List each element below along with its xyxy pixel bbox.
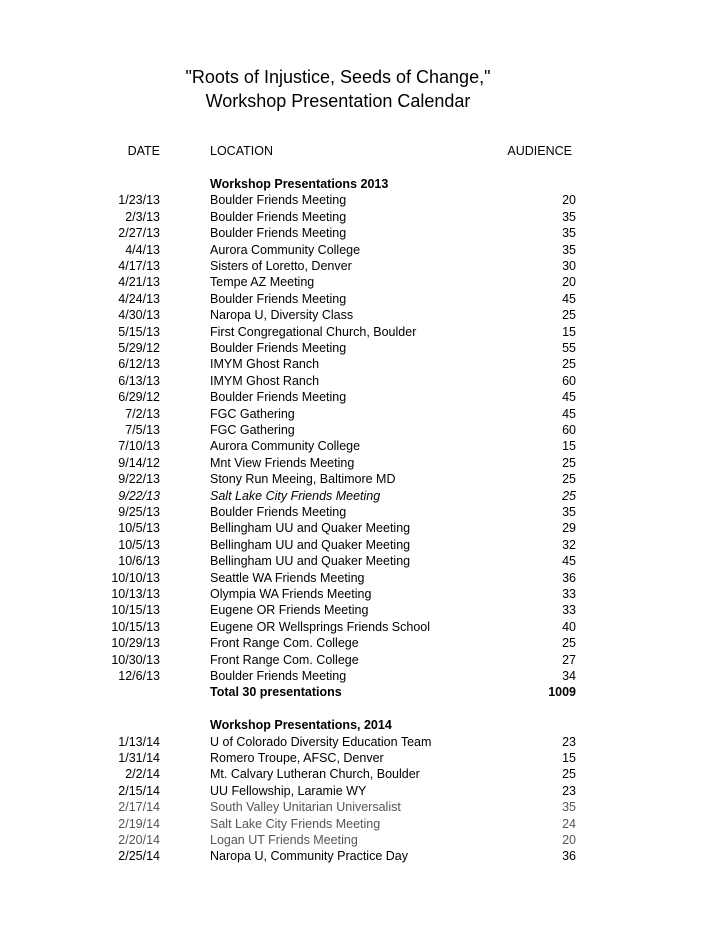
row-audience: 25 [562,357,576,372]
row-location: Sisters of Loretto, Denver [210,259,352,273]
row-audience: 40 [562,619,576,634]
row-audience: 20 [562,275,576,290]
column-header-location: LOCATION [210,144,273,158]
column-header-date: DATE [127,144,160,158]
table-row [0,766,720,782]
row-date: 5/15/13 [118,324,160,339]
row-date: 10/29/13 [111,636,160,651]
row-audience: 30 [562,259,576,273]
table-row [0,832,720,848]
row-audience: 32 [562,537,576,552]
row-location: IMYM Ghost Ranch [210,357,320,372]
row-location: IMYM Ghost Ranch [210,373,320,388]
row-location: FGC Gathering [210,406,295,421]
table-row [0,274,720,290]
row-location: U of Colorado Diversity Education Team [210,734,432,749]
table-row [0,422,720,438]
table-row [0,701,720,717]
row-date: 9/22/13 [118,472,160,487]
row-date: 2/17/14 [118,800,160,815]
table-row [0,406,720,422]
table-row [0,520,720,536]
title-line-1: "Roots of Injustice, Seeds of Change," [185,67,491,87]
row-date: 2/25/14 [118,849,160,864]
row-audience: 25 [562,767,576,782]
row-date: 7/10/13 [118,439,160,454]
table-row [0,619,720,635]
row-audience: 25 [562,488,576,503]
row-location: Mt. Calvary Lutheran Church, Boulder [210,767,420,782]
row-audience: 25 [562,455,576,470]
row-audience: 25 [562,472,576,487]
table-row [0,356,720,372]
row-location: Workshop Presentations, 2014 [210,718,392,733]
table-row [0,848,720,864]
row-audience: 45 [562,554,576,569]
row-date: 6/29/12 [118,390,160,405]
row-audience: 35 [562,226,576,241]
row-location: First Congregational Church, Boulder [210,324,417,339]
row-location: Boulder Friends Meeting [210,209,347,224]
row-location: Salt Lake City Friends Meeting [210,488,381,503]
row-location: Logan UT Friends Meeting [210,833,358,847]
row-location: Boulder Friends Meeting [210,291,347,306]
row-location: Workshop Presentations 2013 [210,177,389,191]
row-audience: 35 [562,800,576,815]
row-date: 2/27/13 [118,226,160,241]
row-location: Aurora Community College [210,242,361,257]
row-audience: 35 [562,505,576,519]
row-location: Bellingham UU and Quaker Meeting [210,521,411,536]
row-date: 2/3/13 [125,209,160,224]
row-location: Mnt View Friends Meeting [210,455,355,470]
table-row [0,750,720,766]
row-location: Boulder Friends Meeting [210,390,347,405]
table-row [0,307,720,323]
row-location: Eugene OR Friends Meeting [210,603,369,618]
row-date: 10/5/13 [118,521,160,536]
column-header-audience: AUDIENCE [507,144,572,158]
row-audience: 33 [562,587,576,601]
row-date: 1/31/14 [118,751,160,765]
row-audience: 35 [562,242,576,257]
row-date: 1/23/13 [118,193,160,208]
row-location: Stony Run Meeing, Baltimore MD [210,472,396,487]
table-row [0,225,720,241]
row-date: 4/30/13 [118,308,160,323]
table-row [0,602,720,618]
table-row [0,635,720,651]
row-location: Boulder Friends Meeting [210,505,347,519]
row-audience: 36 [562,570,576,585]
row-date: 2/15/14 [118,783,160,798]
row-audience: 34 [562,669,576,683]
row-audience: 33 [562,603,576,618]
row-audience: 23 [562,734,576,749]
table-row [0,324,720,340]
row-date: 10/13/13 [111,587,160,601]
row-location: Front Range Com. College [210,636,359,651]
row-audience: 1009 [548,685,576,700]
table-row [0,488,720,504]
table-row [0,734,720,750]
table-row [0,192,720,208]
row-date: 1/13/14 [118,734,160,749]
table-row [0,586,720,602]
table-row [0,816,720,832]
row-audience: 60 [562,423,576,437]
table-row [0,209,720,225]
table-row [0,783,720,799]
row-date: 10/30/13 [111,652,160,667]
row-date: 10/6/13 [118,554,160,569]
table-row [0,471,720,487]
table-row [0,717,720,733]
title-line-2: Workshop Presentation Calendar [205,91,471,111]
row-location: South Valley Unitarian Universalist [210,800,401,815]
row-date: 7/5/13 [125,423,160,437]
row-location: Aurora Community College [210,439,361,454]
row-audience: 23 [562,783,576,798]
row-date: 2/20/14 [118,833,160,847]
row-date: 10/15/13 [111,603,160,618]
row-date: 9/14/12 [118,455,160,470]
row-location: Seattle WA Friends Meeting [210,570,365,585]
row-location: Boulder Friends Meeting [210,669,347,683]
row-audience: 15 [562,439,576,454]
row-audience: 24 [562,816,576,831]
row-location: Tempe AZ Meeting [210,275,315,290]
row-location: Eugene OR Wellsprings Friends School [210,619,431,634]
row-date: 10/10/13 [111,570,160,585]
table-row [0,242,720,258]
row-audience: 20 [562,833,576,847]
row-date: 12/6/13 [118,669,160,683]
row-audience: 25 [562,636,576,651]
row-date: 10/15/13 [111,619,160,634]
row-date: 4/4/13 [125,242,160,257]
row-date: 4/21/13 [118,275,160,290]
row-location: FGC Gathering [210,423,295,437]
row-location: Salt Lake City Friends Meeting [210,816,381,831]
row-location: Boulder Friends Meeting [210,193,347,208]
row-date: 6/13/13 [118,373,160,388]
row-date: 6/12/13 [118,357,160,372]
row-audience: 29 [562,521,576,536]
row-audience: 55 [562,341,576,355]
table-row [0,668,720,684]
table-row [0,799,720,815]
row-audience: 25 [562,308,576,323]
row-date: 7/2/13 [125,406,160,421]
row-location: Front Range Com. College [210,652,359,667]
table-row [0,258,720,274]
row-audience: 45 [562,291,576,306]
row-audience: 36 [562,849,576,864]
row-date: 9/25/13 [118,505,160,519]
table-row [0,340,720,356]
table-row [0,537,720,553]
row-location: Naropa U, Community Practice Day [210,849,408,864]
table-row [0,438,720,454]
row-location: Romero Troupe, AFSC, Denver [210,751,384,765]
table-row [0,291,720,307]
row-location: Bellingham UU and Quaker Meeting [210,554,411,569]
row-audience: 45 [562,390,576,405]
row-location: Bellingham UU and Quaker Meeting [210,537,411,552]
table-row [0,455,720,471]
table-row [0,652,720,668]
row-date: 2/2/14 [125,767,160,782]
row-date: 10/5/13 [118,537,160,552]
row-date: 5/29/12 [118,341,160,355]
row-audience: 60 [562,373,576,388]
row-location: Boulder Friends Meeting [210,341,347,355]
row-date: 4/24/13 [118,291,160,306]
row-location: UU Fellowship, Laramie WY [210,783,367,798]
row-location: Total 30 presentations [210,685,342,700]
row-date: 2/19/14 [118,816,160,831]
table-row [0,684,720,700]
row-date: 9/22/13 [118,488,160,503]
table-row [0,176,720,192]
row-audience: 27 [562,652,576,667]
table-row [0,389,720,405]
table-row [0,553,720,569]
row-audience: 20 [562,193,576,208]
row-audience: 35 [562,209,576,224]
table-row [0,570,720,586]
row-date: 4/17/13 [118,259,160,273]
row-location: Naropa U, Diversity Class [210,308,354,323]
table-row [0,373,720,389]
row-location: Boulder Friends Meeting [210,226,347,241]
row-location: Olympia WA Friends Meeting [210,587,372,601]
table-row [0,504,720,520]
row-audience: 45 [562,406,576,421]
row-audience: 15 [562,324,576,339]
row-audience: 15 [562,751,576,765]
